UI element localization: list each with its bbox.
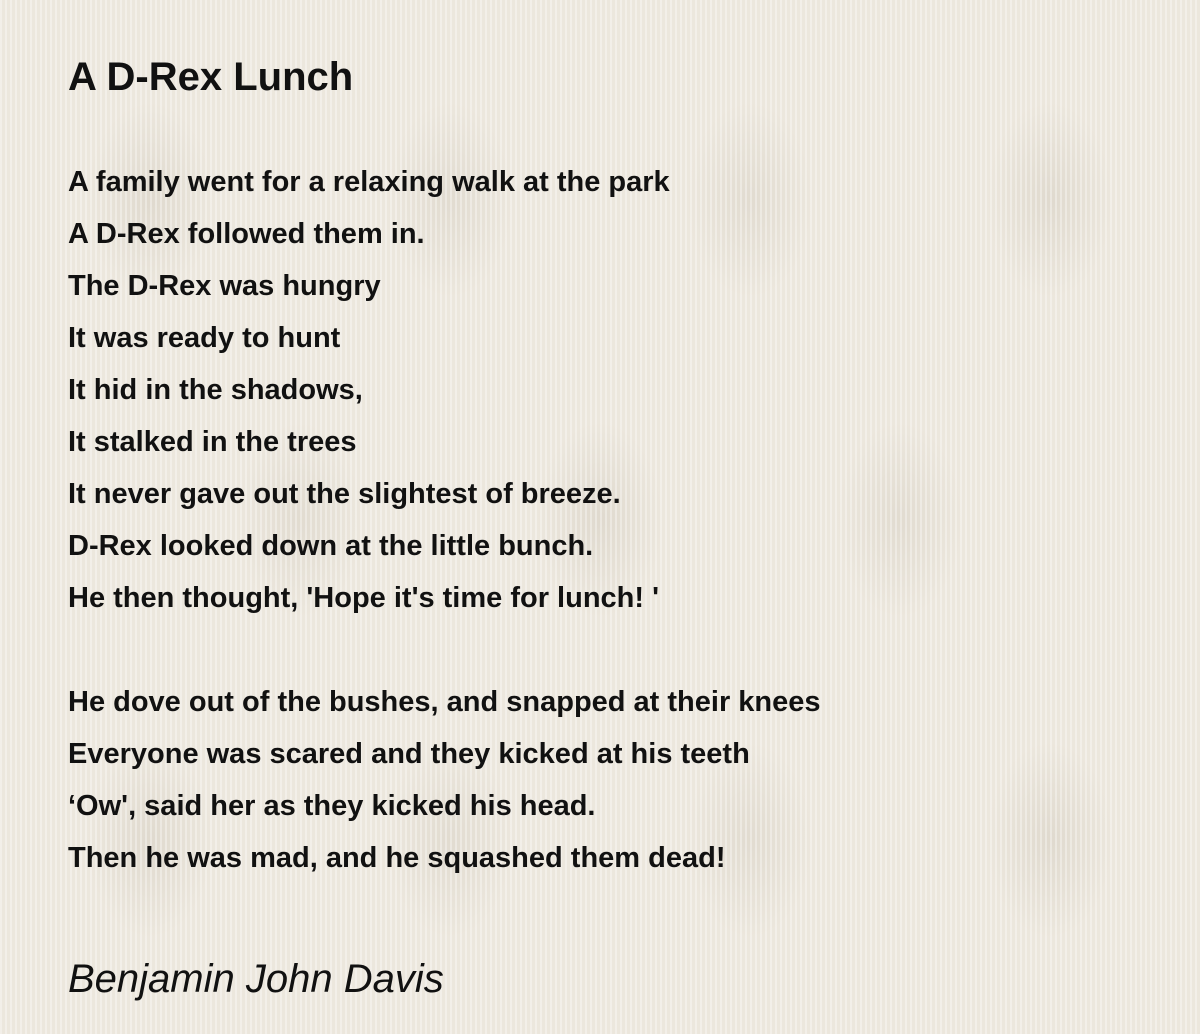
- poem-line: It was ready to hunt: [68, 322, 341, 354]
- poem-body: [68, 156, 1148, 884]
- poem-line: It never gave out the slightest of breeze.: [68, 478, 621, 510]
- poem-line: It stalked in the trees: [68, 426, 357, 458]
- poem-author: Benjamin John Davis: [68, 957, 444, 1001]
- poem-container: [68, 52, 1148, 1004]
- poem-title: A D-Rex Lunch: [68, 55, 354, 99]
- poem-line: A family went for a relaxing walk at the park: [68, 166, 670, 198]
- poem-line: It hid in the shadows,: [68, 374, 363, 406]
- poem-line: He then thought, 'Hope it's time for lunch! ': [68, 582, 659, 614]
- poem-line: A D-Rex followed them in.: [68, 218, 425, 250]
- stanza-2: [68, 676, 1148, 884]
- poem-line: Everyone was scared and they kicked at his teeth: [68, 738, 750, 770]
- poem-line: D-Rex looked down at the little bunch.: [68, 530, 594, 562]
- stanza-1: [68, 156, 1148, 624]
- poem-line: He dove out of the bushes, and snapped at their knees: [68, 686, 821, 718]
- poem-line: ‘Ow', said her as they kicked his head.: [68, 790, 596, 822]
- poem-line: Then he was mad, and he squashed them dead!: [68, 842, 726, 874]
- poem-line: The D-Rex was hungry: [68, 270, 381, 302]
